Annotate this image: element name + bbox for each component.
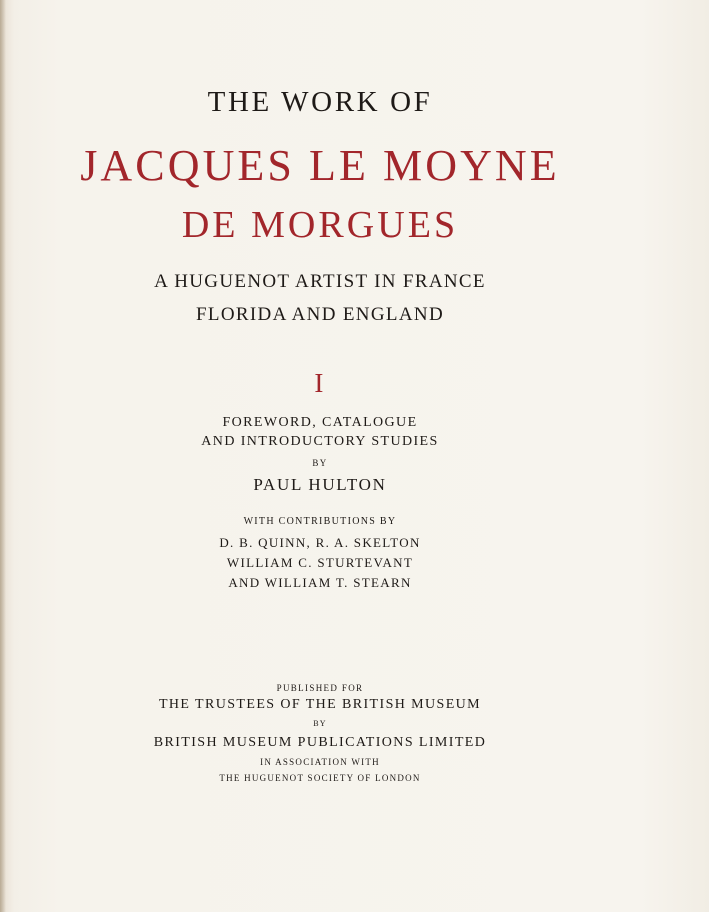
- imprint-by-label: BY: [313, 719, 327, 728]
- contributor-line: D. B. QUINN, R. A. SKELTON: [219, 535, 421, 550]
- heading-the-work-of: THE WORK OF: [207, 86, 433, 118]
- society-line: THE HUGUENOT SOCIETY OF LONDON: [219, 773, 421, 783]
- subtitle-line-1: A HUGUENOT ARTIST IN FRANCE: [154, 271, 486, 292]
- contents-line-2: AND INTRODUCTORY STUDIES: [201, 434, 439, 449]
- published-for-label: PUBLISHED FOR: [276, 683, 364, 693]
- publisher-line: BRITISH MUSEUM PUBLICATIONS LIMITED: [153, 735, 487, 750]
- contents-line-1: FOREWORD, CATALOGUE: [222, 415, 418, 430]
- association-label: IN ASSOCIATION WITH: [260, 757, 380, 767]
- by-label: BY: [312, 458, 328, 468]
- contributions-label: WITH CONTRIBUTIONS BY: [243, 516, 397, 527]
- volume-number: I: [314, 368, 326, 398]
- contributor-line: WILLIAM C. STURTEVANT: [226, 555, 414, 570]
- contributor-line: AND WILLIAM T. STEARN: [228, 575, 412, 590]
- trustees-line: THE TRUSTEES OF THE BRITISH MUSEUM: [158, 697, 482, 712]
- artist-name-line-2: DE MORGUES: [181, 204, 459, 246]
- author-name: PAUL HULTON: [253, 475, 387, 494]
- subtitle-line-2: FLORIDA AND ENGLAND: [196, 304, 444, 325]
- artist-name-line-1: JACQUES LE MOYNE: [80, 141, 560, 190]
